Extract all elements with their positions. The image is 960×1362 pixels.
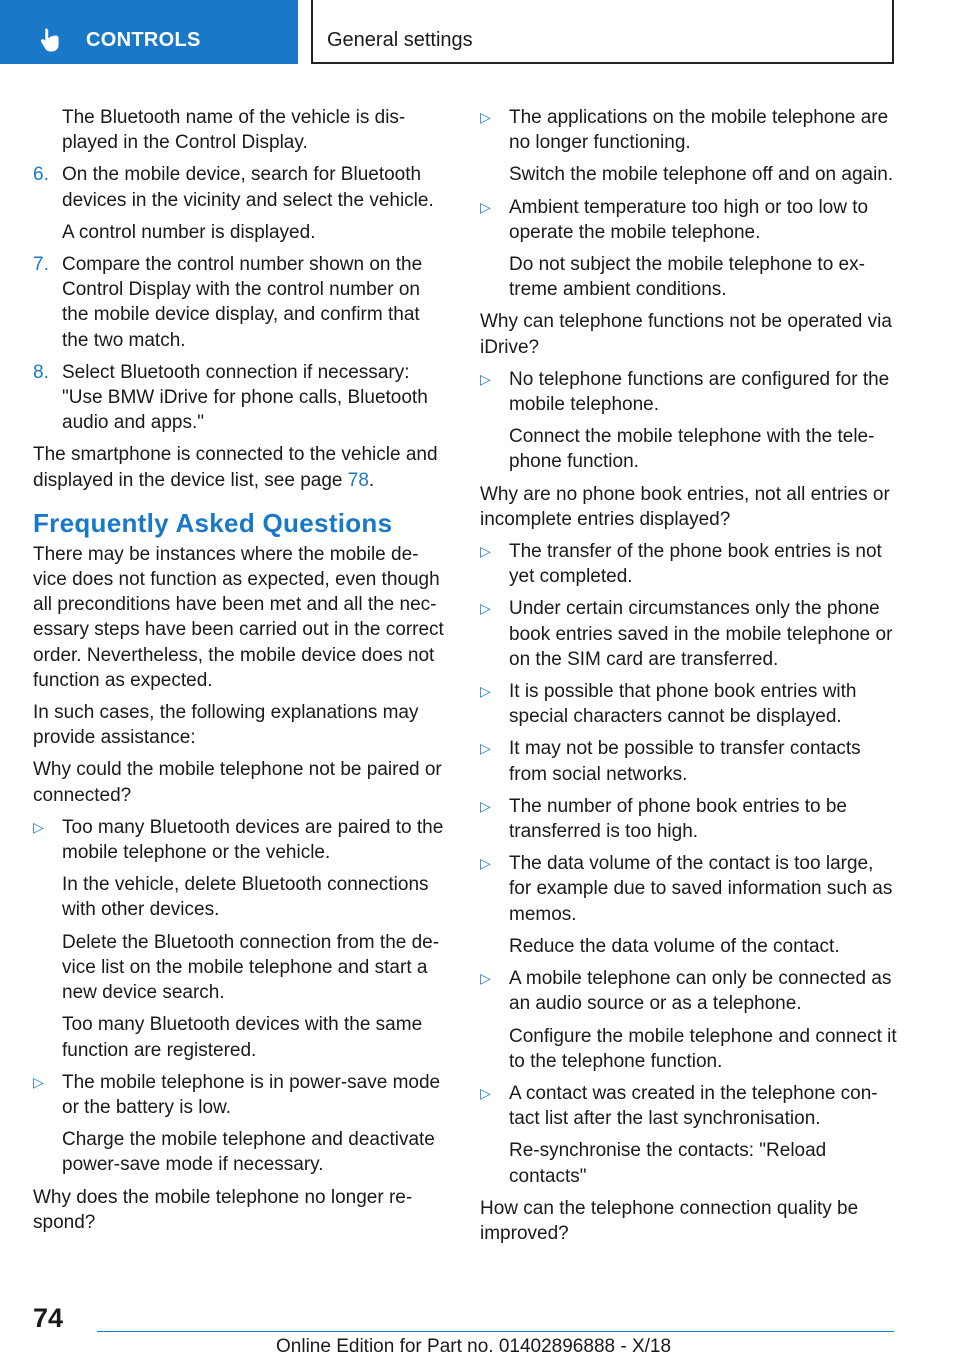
paragraph [33, 442, 448, 492]
step-result: A control number is displayed. [62, 221, 316, 243]
list-item-note: Do not subject the mobile telephone to ex-treme ambient conditions. [509, 254, 865, 301]
list-item-text: Under certain circumstances only the phone book entries saved in the mobile telephone or on the SIM card are transferred. [509, 598, 893, 670]
triangle-bullet-icon: ▷ [480, 543, 491, 560]
section-header [311, 0, 894, 64]
list-item [480, 1081, 898, 1131]
list-item-text: The number of phone book entries to be transferred is too high. [509, 795, 848, 843]
triangle-bullet-icon: ▷ [480, 198, 491, 215]
section-title: General settings [327, 29, 473, 51]
list-item-text: Too many Bluetooth devices are paired to the mobile telephone or the vehicle. [62, 816, 444, 864]
list-item [480, 539, 898, 589]
list-item-text: It may not be possible to transfer contacts from social networks. [509, 738, 861, 785]
step-8 [33, 360, 448, 436]
triangle-bullet-icon: ▷ [480, 970, 491, 987]
paragraph: The Bluetooth name of the vehicle is dis-played in the Control Display. [62, 107, 406, 154]
step-6 [33, 162, 448, 212]
triangle-bullet-icon: ▷ [33, 1073, 44, 1090]
list-item-text: The data volume of the contact is too large, for example due to saved information such as memos. [509, 853, 893, 925]
list-item-note: Connect the mobile telephone with the tele-phone function. [509, 426, 875, 473]
list-item-text: It is possible that phone book entries with special characters cannot be displayed. [509, 681, 857, 728]
list-item [480, 367, 898, 417]
triangle-bullet-icon: ▷ [33, 818, 44, 835]
page-reference-link[interactable]: 78 [347, 469, 369, 491]
section-tab[interactable] [0, 0, 298, 64]
list-item-text: No telephone functions are configured for the mobile telephone. [509, 368, 890, 416]
list-item-note: Charge the mobile telephone and deactivate power-save mode if necessary. [62, 1129, 435, 1176]
list-item [480, 851, 898, 927]
triangle-bullet-icon: ▷ [480, 600, 491, 617]
triangle-bullet-icon: ▷ [480, 683, 491, 700]
list-item-text: The mobile telephone is in power-save mode or the battery is low. [62, 1071, 441, 1118]
section-heading: Frequently Asked Questions [33, 507, 393, 538]
section-tab-label: CONTROLS [86, 29, 201, 51]
triangle-bullet-icon: ▷ [480, 370, 491, 387]
triangle-bullet-icon: ▷ [480, 109, 491, 125]
question: Why could the mobile telephone not be paired or connected? [33, 759, 442, 806]
left-column [33, 105, 448, 1242]
triangle-bullet-icon: ▷ [480, 855, 491, 872]
question: Why are no phone book entries, not all entries or incomplete entries displayed? [480, 483, 890, 530]
paragraph: There may be instances where the mobile de-vice does not function as expected, even though all preconditions have been met and all the nec-essary steps have been carried out in the correct order. Nevertheless, the mobile device does not function as expected. [33, 543, 444, 691]
list-item [33, 815, 448, 865]
list-item [480, 679, 898, 729]
list-item-note: Reduce the data volume of the contact. [509, 935, 840, 957]
list-item [480, 966, 898, 1016]
list-item [480, 794, 898, 844]
list-item [480, 105, 898, 155]
triangle-bullet-icon: ▷ [480, 797, 491, 814]
list-item-note: Too many Bluetooth devices with the same function are registered. [62, 1014, 423, 1061]
list-item-note: Switch the mobile telephone off and on again. [509, 164, 894, 186]
list-item-text: The applications on the mobile telephone are no longer functioning. [509, 107, 889, 154]
question: Why does the mobile telephone no longer re-spond? [33, 1186, 413, 1233]
question: How can the telephone connection quality be improved? [480, 1197, 859, 1244]
pointing-hand-icon [40, 27, 62, 53]
list-item-note: Re-synchronise the contacts: "Reload contacts" [509, 1140, 827, 1187]
step-text: On the mobile device, search for Bluetooth devices in the vicinity and select the vehicle. [62, 164, 434, 211]
triangle-bullet-icon: ▷ [480, 1084, 491, 1101]
list-item-text: A contact was created in the telephone con-tact list after the last synchronisation. [509, 1082, 878, 1130]
paragraph-text: The smartphone is connected to the vehicle and displayed in the device list, see page [33, 444, 438, 491]
step-number: 7. [33, 254, 49, 276]
step-number: 8. [33, 361, 49, 383]
list-item-text: Ambient temperature too high or too low to operate the mobile telephone. [509, 196, 869, 243]
triangle-bullet-icon: ▷ [480, 740, 491, 757]
list-item-note: Configure the mobile telephone and connect it to the telephone function. [509, 1025, 897, 1072]
paragraph: In such cases, the following explanations may provide assistance: [33, 702, 419, 749]
page-number: 74 [33, 1303, 64, 1333]
list-item-text: The transfer of the phone book entries is not yet completed. [509, 541, 882, 588]
footer-divider [97, 1331, 894, 1332]
right-column [480, 105, 898, 1253]
list-item-note: In the vehicle, delete Bluetooth connections with other devices. [62, 874, 429, 921]
list-item [33, 1070, 448, 1120]
list-item [480, 195, 898, 245]
list-item [480, 596, 898, 672]
list-item [480, 736, 898, 786]
step-text: Compare the control number shown on the Control Display with the control number on the mobile device display, and confirm that the two match. [62, 254, 423, 351]
paragraph-end: . [368, 469, 375, 491]
list-item-note: Delete the Bluetooth connection from the de-vice list on the mobile telephone and start a new device search. [62, 931, 440, 1004]
step-7 [33, 252, 448, 353]
list-item-text: A mobile telephone can only be connected as an audio source or as a telephone. [509, 968, 892, 1015]
question: Why can telephone functions not be operated via iDrive? [480, 311, 892, 358]
step-text: Select Bluetooth connection if necessary: "Use BMW iDrive for phone calls, Bluetooth audio and apps." [62, 361, 428, 434]
footer-text: Online Edition for Part no. 01402896888 - X/18 [276, 1336, 672, 1357]
step-number: 6. [33, 164, 49, 186]
